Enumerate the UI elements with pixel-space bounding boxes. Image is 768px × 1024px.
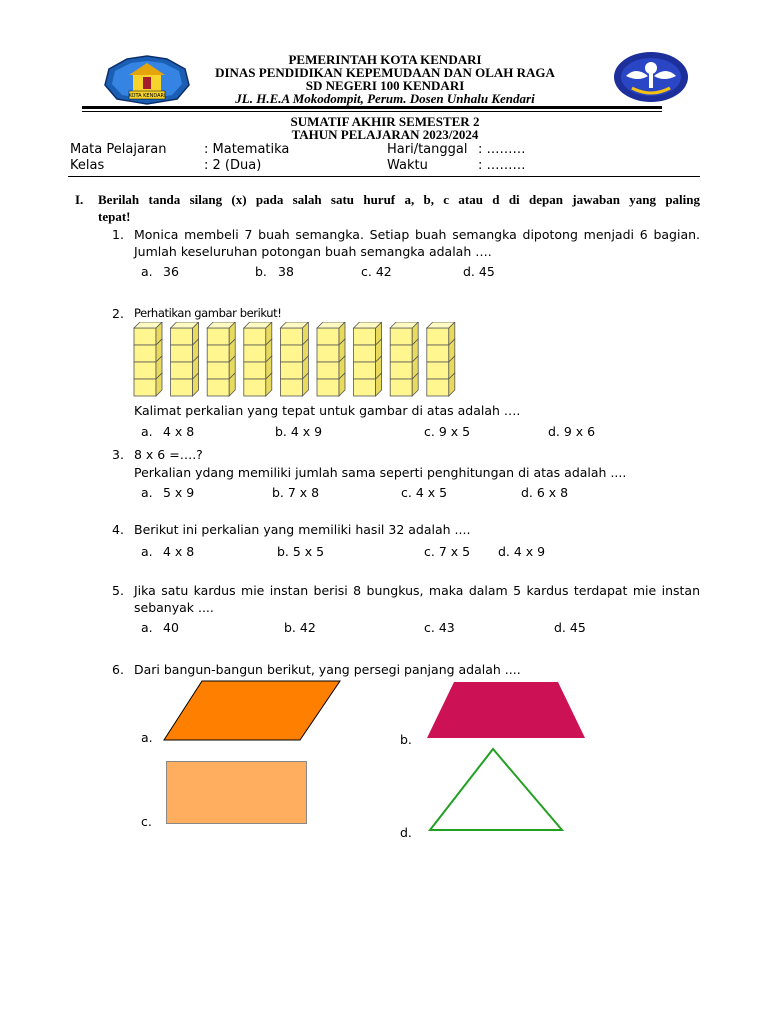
cube: [244, 328, 266, 345]
q4-option-b[interactable]: b. 5 x 5: [277, 544, 325, 559]
time-value: : ………: [478, 158, 526, 173]
q4-option-a-letter[interactable]: a.: [141, 544, 153, 559]
cube: [354, 345, 376, 362]
cube: [171, 345, 193, 362]
cube-column: [354, 322, 382, 396]
class-label: Kelas: [70, 158, 105, 173]
cube-column: [317, 322, 345, 396]
q2-option-a-letter[interactable]: a.: [141, 424, 153, 439]
q4-number: 4.: [112, 522, 124, 537]
cube: [427, 345, 449, 362]
time-label: Waktu: [387, 158, 428, 173]
exam-year: TAHUN PELAJARAN 2023/2024: [291, 127, 479, 142]
q1-option-a-value[interactable]: 36: [163, 264, 179, 279]
cube: [354, 362, 376, 379]
q3-question: Perkalian ydang memiliki jumlah sama seperti penghitungan di atas adalah ....: [134, 465, 627, 480]
cube: [244, 345, 266, 362]
header-rule-thick: [82, 106, 662, 109]
shape-parallelogram[interactable]: [160, 678, 350, 744]
q1-line2: Jumlah keseluruhan potongan buah semangka adalah ….: [134, 244, 492, 259]
q3-option-c[interactable]: c. 4 x 5: [401, 485, 448, 500]
cube: [317, 345, 339, 362]
cube: [427, 379, 449, 396]
q5-line2: sebanyak ....: [134, 600, 214, 615]
cube: [207, 345, 229, 362]
cube: [207, 379, 229, 396]
q4-option-c[interactable]: c. 7 x 5: [424, 544, 471, 559]
q2-option-a-value[interactable]: 4 x 8: [163, 424, 195, 439]
q2-prompt: Perhatikan gambar berikut!: [134, 306, 282, 320]
q3-number: 3.: [112, 447, 124, 462]
q4-option-d[interactable]: d. 4 x 9: [498, 544, 546, 559]
q6-option-d[interactable]: d.: [400, 825, 412, 840]
section-instruction-line1: Berilah tanda silang (x) pada salah satu huruf a, b, c atau d di depan jawaban yang paling: [98, 192, 700, 207]
cube-column: [207, 322, 235, 396]
q1-option-b-value[interactable]: 38: [278, 264, 294, 279]
cube: [354, 328, 376, 345]
q1-option-d[interactable]: d. 45: [463, 264, 495, 279]
header-line3: SD NEGERI 100 KENDARI: [305, 78, 465, 93]
info-divider: [68, 176, 700, 177]
cube: [280, 362, 302, 379]
cube-column: [427, 322, 455, 396]
q2-number: 2.: [112, 306, 124, 321]
q4-option-a-value[interactable]: 4 x 8: [163, 544, 195, 559]
cube: [134, 362, 156, 379]
q3-option-a-letter[interactable]: a.: [141, 485, 153, 500]
cube-column: [244, 322, 272, 396]
cube: [390, 328, 412, 345]
cube: [207, 328, 229, 345]
q3-option-a-value[interactable]: 5 x 9: [163, 485, 195, 500]
cube: [171, 328, 193, 345]
q1-line1: Monica membeli 7 buah semangka. Setiap buah semangka dipotong menjadi 6 bagian.: [134, 227, 700, 242]
q2-question: Kalimat perkalian yang tepat untuk gambar di atas adalah ….: [134, 403, 521, 418]
date-value: : ………: [478, 142, 526, 157]
q2-option-b[interactable]: b. 4 x 9: [275, 424, 323, 439]
cube: [134, 328, 156, 345]
cube: [317, 328, 339, 345]
tut-wuri-handayani-logo: [612, 50, 690, 104]
q6-option-b[interactable]: b.: [400, 732, 412, 747]
cube: [280, 345, 302, 362]
shape-trapezoid[interactable]: [424, 680, 588, 740]
cube-column: [390, 322, 418, 396]
q2-cube-figure: [130, 322, 470, 402]
subject-label: Mata Pelajaran: [70, 142, 167, 157]
q3-expression: 8 x 6 =….?: [134, 447, 203, 462]
cube: [280, 328, 302, 345]
cube: [280, 379, 302, 396]
q2-option-d[interactable]: d. 9 x 6: [548, 424, 596, 439]
header-line2: DINAS PENDIDIKAN KEPEMUDAAN DAN OLAH RAGA: [215, 65, 555, 80]
cube: [207, 362, 229, 379]
cube: [354, 379, 376, 396]
cube: [171, 362, 193, 379]
q2-option-c[interactable]: c. 9 x 5: [424, 424, 471, 439]
header-address: JL. H.E.A Mokodompit, Perum. Dosen Unhalu Kendari: [235, 91, 535, 106]
section-number: I.: [75, 192, 84, 207]
q5-option-c[interactable]: c. 43: [424, 620, 455, 635]
cube: [317, 362, 339, 379]
q3-option-d[interactable]: d. 6 x 8: [521, 485, 569, 500]
cube: [427, 328, 449, 345]
q6-option-c[interactable]: c.: [141, 814, 152, 829]
cube-column: [171, 322, 199, 396]
cube: [427, 362, 449, 379]
q1-option-b-letter[interactable]: b.: [255, 264, 267, 279]
q4-question: Berikut ini perkalian yang memiliki hasil 32 adalah ....: [134, 522, 471, 537]
cube: [134, 379, 156, 396]
q5-option-a-letter[interactable]: a.: [141, 620, 153, 635]
q5-line1: Jika satu kardus mie instan berisi 8 bungkus, maka dalam 5 kardus terdapat mie instan: [134, 583, 700, 598]
header-line1: PEMERINTAH KOTA KENDARI: [288, 52, 482, 67]
q1-number: 1.: [112, 227, 124, 242]
header-rule-thin: [82, 111, 662, 112]
q5-option-a-value[interactable]: 40: [163, 620, 179, 635]
cube: [244, 379, 266, 396]
cube: [390, 345, 412, 362]
q1-option-a-letter[interactable]: a.: [141, 264, 153, 279]
cube: [390, 362, 412, 379]
emblem-text: KOTA KENDARI: [128, 93, 166, 99]
section-instruction-line2: tepat!: [98, 209, 131, 224]
cube: [134, 345, 156, 362]
q5-number: 5.: [112, 583, 124, 598]
q5-option-b[interactable]: b. 42: [284, 620, 316, 635]
q6-number: 6.: [112, 662, 124, 677]
q1-option-c[interactable]: c. 42: [361, 264, 392, 279]
class-value: : 2 (Dua): [204, 158, 262, 173]
cube: [244, 362, 266, 379]
q5-option-d[interactable]: d. 45: [554, 620, 586, 635]
cube: [317, 379, 339, 396]
subject-value: : Matematika: [204, 142, 290, 157]
cube-column: [280, 322, 308, 396]
cube: [390, 379, 412, 396]
q6-question: Dari bangun-bangun berikut, yang persegi panjang adalah ....: [134, 662, 521, 677]
cube-column: [134, 322, 162, 396]
shape-triangle[interactable]: [426, 746, 566, 834]
exam-title: SUMATIF AKHIR SEMESTER 2: [290, 114, 480, 129]
shape-rectangle[interactable]: [166, 761, 307, 824]
q6-option-a[interactable]: a.: [141, 730, 153, 745]
q3-option-b[interactable]: b. 7 x 8: [272, 485, 320, 500]
date-label: Hari/tanggal: [387, 142, 468, 157]
cube: [171, 379, 193, 396]
